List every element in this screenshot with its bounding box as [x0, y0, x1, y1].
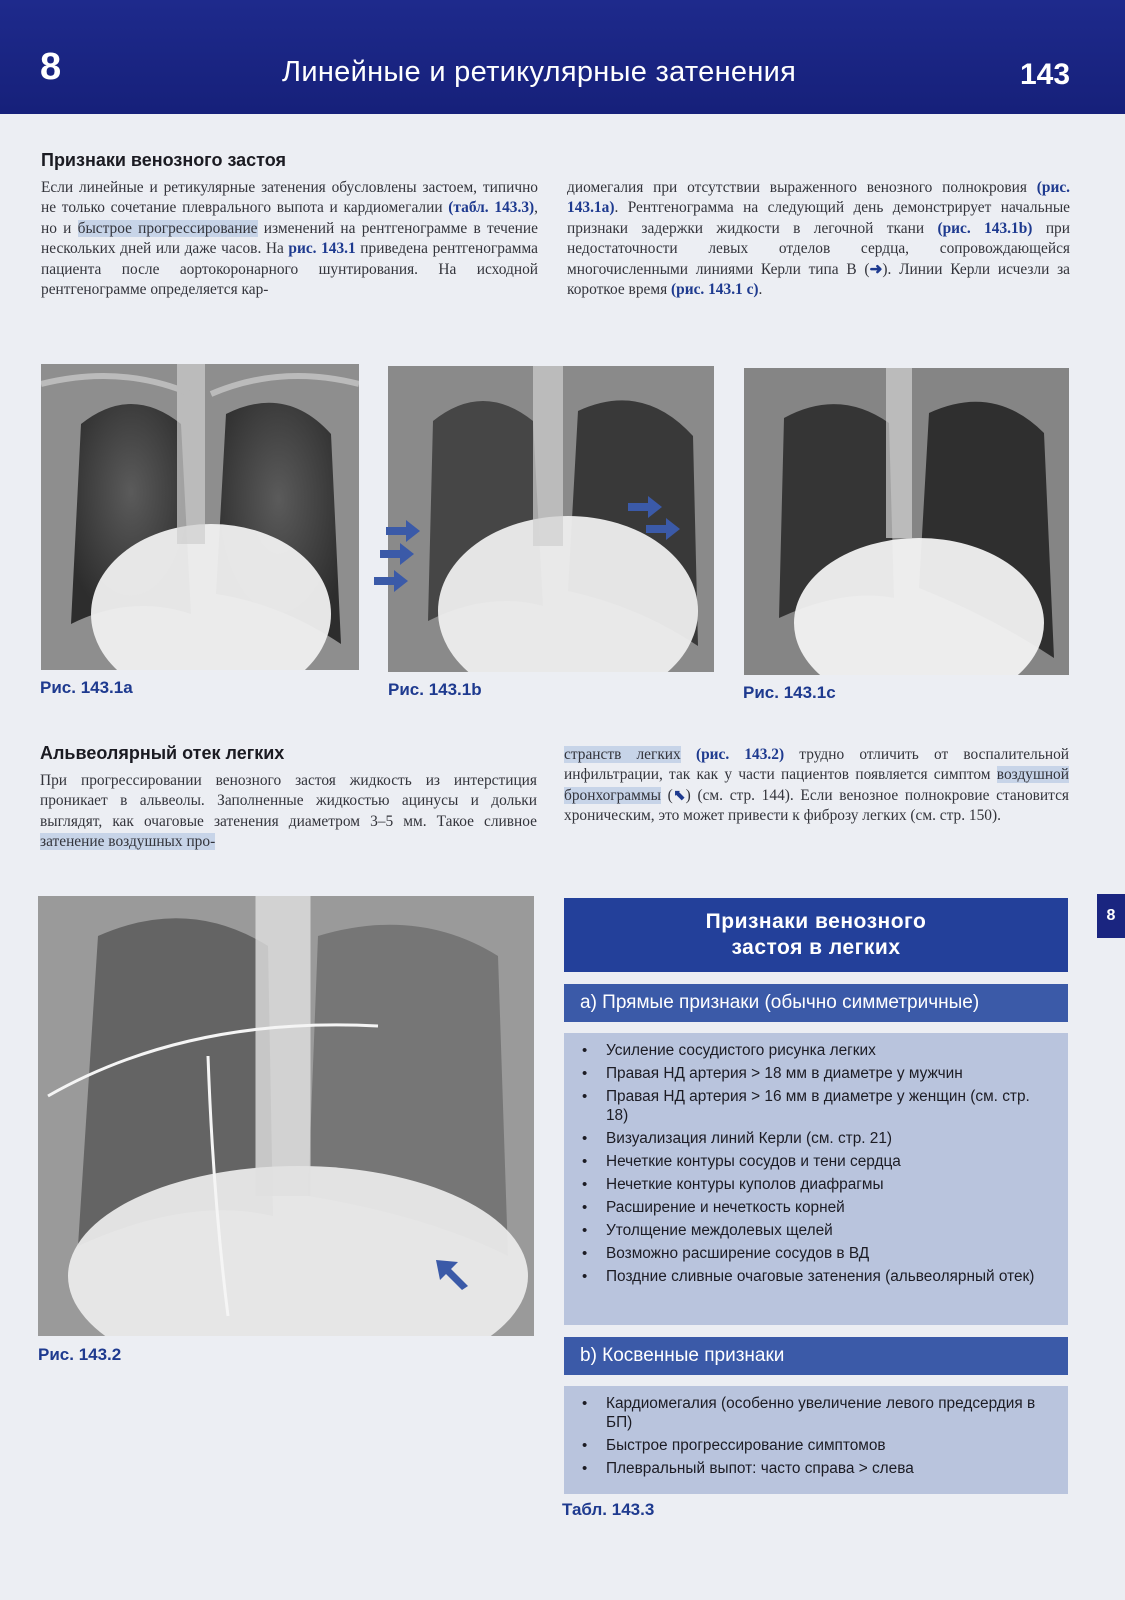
- air-bronchogram-arrow-icon: [436, 1260, 470, 1290]
- text-run: , но и: [41, 199, 538, 237]
- text-run: Если линейные и ретикулярные затенения обусловлены застоем, типично не только сочетание плеврального выпота и кардиомегалии: [41, 179, 538, 217]
- direct-signs-heading: a) Прямые признаки (обычно симметричные): [564, 984, 1068, 1022]
- list-item: • Нечеткие контуры куполов диафрагмы: [606, 1175, 1054, 1194]
- text-run: .: [758, 281, 763, 299]
- figure-ref-link[interactable]: (рис. 143.1a): [567, 179, 1070, 217]
- highlighted-text: странств легких: [564, 746, 681, 763]
- section2-paragraph-col1: [40, 771, 537, 853]
- list-item: • Утолщение междолевых щелей: [606, 1221, 1054, 1240]
- text-run: при недостаточности левых отделов сердца, сопровождающейся многочисленными линиями Керли типа В (: [567, 219, 1070, 278]
- xray-graphic: [744, 368, 1069, 675]
- list-item: • Плевральный выпот: часто справа > слева: [606, 1459, 1054, 1478]
- text-run: При прогрессировании венозного застоя жидкость из интерстиция проникает в альвеолы. Заполненные жидкостью ацинусы и дольки выглядят, как очаговые затенения диаметром 3–5 мм. Такое сливное: [40, 772, 537, 830]
- indirect-signs-list: [564, 1386, 1068, 1494]
- list-item: • Визуализация линий Керли (см. стр. 21): [606, 1129, 1054, 1148]
- chapter-title: Линейные и ретикулярные затенения: [282, 56, 797, 88]
- list-item: • Правая НД артерия > 16 мм в диаметре у женщин (см. стр. 18): [606, 1087, 1054, 1125]
- xray-graphic: [41, 364, 359, 670]
- list-item: • Кардиомегалия (особенно увеличение левого предсердия в БП): [606, 1394, 1054, 1432]
- section1-paragraph-col1: [41, 178, 538, 300]
- figure-ref-link[interactable]: (рис. 143.1 c): [671, 281, 759, 299]
- chapter-side-tab: 8: [1097, 894, 1125, 938]
- table-caption: Табл. 143.3: [562, 1500, 655, 1519]
- text-run: [681, 746, 696, 763]
- direct-signs-list: [564, 1033, 1068, 1325]
- highlighted-text: воздушной бронхограммы: [564, 766, 1069, 804]
- highlighted-text: быстрое прогрессирование: [77, 219, 258, 237]
- highlighted-text: затенение воздушных про-: [40, 833, 216, 851]
- list-item: • Расширение и нечеткость корней: [606, 1198, 1054, 1217]
- text-run: . Рентгенограмма на следующий день демонстрирует начальные признаки задержки жидкости в легочной ткани: [567, 199, 1070, 237]
- arrow-right-icon: ➜: [869, 260, 883, 278]
- page-number: 143: [1020, 58, 1071, 91]
- figure-caption-143-1c: Рис. 143.1c: [743, 683, 836, 702]
- text-run: трудно отличить от воспалительной инфильтрации, так как у части пациентов появляется симптом: [564, 746, 1070, 784]
- figure-caption-143-2: Рис. 143.2: [38, 1345, 122, 1364]
- xray-image-143-1a: [41, 364, 359, 670]
- figure-ref-link[interactable]: (рис. 143.2): [695, 746, 785, 763]
- indirect-signs-heading: b) Косвенные признаки: [564, 1337, 1068, 1375]
- list-item: • Нечеткие контуры сосудов и тени сердца: [606, 1152, 1054, 1171]
- list-item: • Быстрое прогрессирование симптомов: [606, 1436, 1054, 1455]
- section-heading-alveolar-edema: Альвеолярный отек легких: [40, 743, 285, 763]
- arrow-up-left-icon: ⬉: [672, 786, 686, 804]
- xray-image-143-1c: [744, 368, 1069, 675]
- figure-ref-link[interactable]: (рис. 143.1b): [937, 219, 1033, 237]
- kerley-line-arrow-icon: [374, 570, 408, 592]
- list-item: • Усиление сосудистого рисунка легких: [606, 1041, 1054, 1060]
- text-run: приведена рентгенограмма пациента после аортокоронарного шунтирования. На исходной рентгенограмме определяется кар-: [41, 240, 538, 299]
- list-item: • Поздние сливные очаговые затенения (альвеолярный отек): [606, 1267, 1054, 1286]
- kerley-line-arrow-icon: [646, 518, 680, 540]
- box-title: [564, 898, 1068, 972]
- chapter-number: 8: [40, 46, 62, 88]
- section-heading-venous-congestion: Признаки венозного застоя: [41, 150, 287, 170]
- table-ref-link[interactable]: (табл. 143.3): [448, 199, 535, 217]
- text-run: ). Линии Керли исчезли за короткое время: [567, 260, 1071, 299]
- list-item: • Правая НД артерия > 18 мм в диаметре у мужчин: [606, 1064, 1054, 1083]
- text-run: диомегалия при отсутствии выраженного венозного полнокровия: [567, 179, 1037, 196]
- figure-ref-link[interactable]: рис. 143.1: [288, 240, 356, 258]
- figure-caption-143-1a: Рис. 143.1a: [40, 678, 133, 697]
- text-run: изменений на рентгенограмме в течение нескольких дней или даже часов. На: [41, 219, 538, 258]
- kerley-line-arrow-icon: [380, 543, 414, 565]
- text-run: ) (см. стр. 144). Если венозное полнокровие становится хроническим, это может привести к фиброзу легких (см. стр. 150).: [564, 786, 1069, 825]
- section1-paragraph-col2: [567, 178, 1070, 300]
- box-title-text: Признаки венозного застоя в легких: [705, 910, 927, 959]
- figure-caption-143-1b: Рис. 143.1b: [388, 680, 482, 699]
- kerley-line-arrow-icon: [386, 520, 420, 542]
- text-run: (: [660, 786, 673, 804]
- page-header: [0, 0, 1125, 114]
- section2-paragraph-col2: [564, 745, 1069, 827]
- kerley-line-arrow-icon: [628, 496, 662, 518]
- list-item: • Возможно расширение сосудов в ВД: [606, 1244, 1054, 1263]
